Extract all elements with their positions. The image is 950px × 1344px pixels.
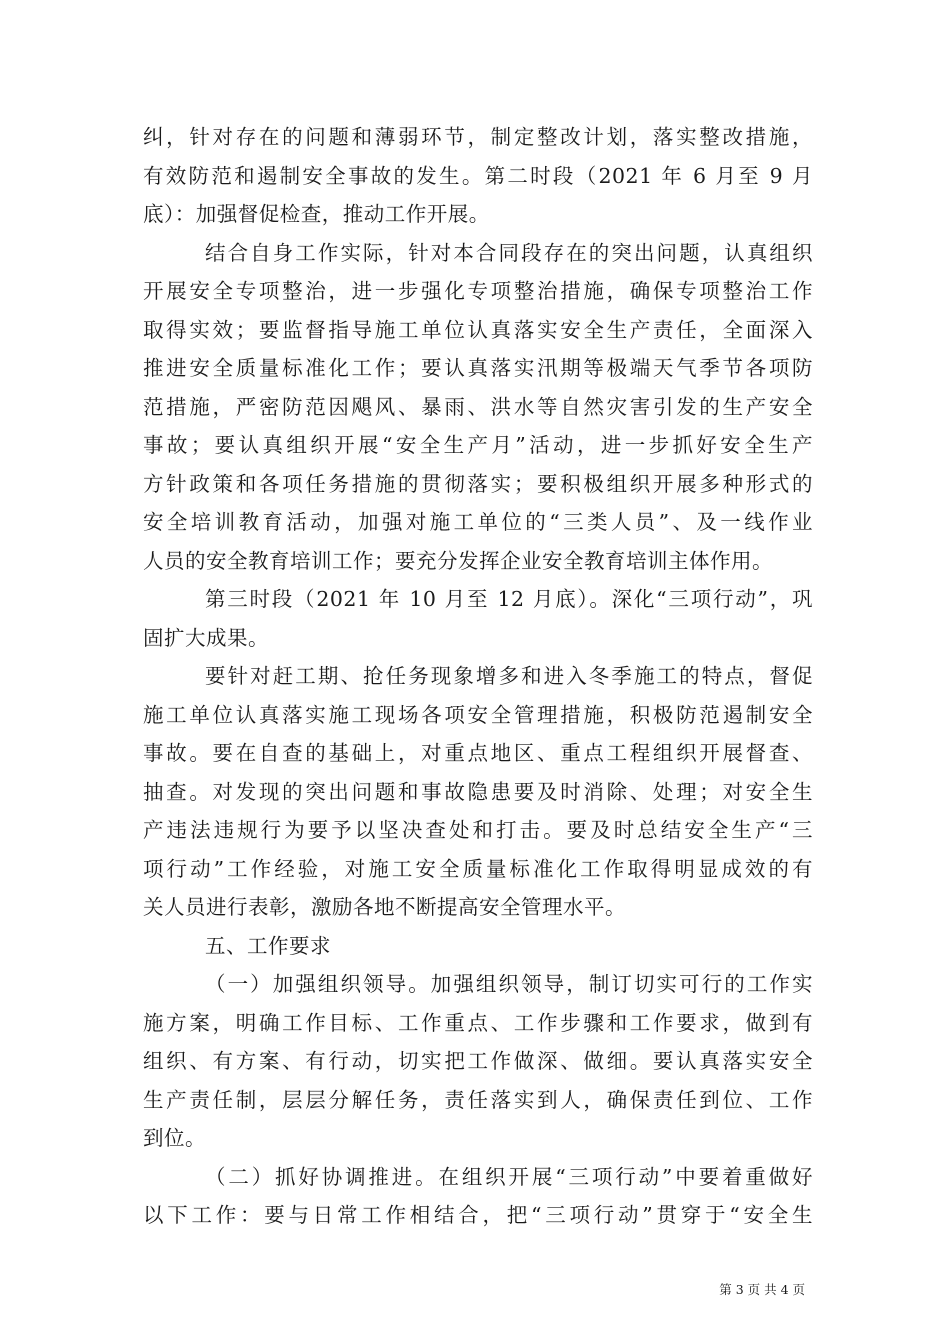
text-line: 开展安全专项整治，进一步强化专项整治措施，确保专项整治工作 — [143, 279, 813, 303]
page-number: 第 3 页 共 4 页 — [719, 1282, 805, 1297]
text-line: 取得实效；要监督指导施工单位认真落实安全生产责任，全面深入 — [143, 317, 813, 342]
text-line: 以下工作：要与日常工作相结合，把“三项行动”贯穿于“安全生 — [143, 1203, 813, 1227]
text-line: 关人员进行表彰，激励各地不断提高安全管理水平。 — [143, 895, 626, 919]
text-line: （二）抓好协调推进。在组织开展“三项行动”中要着重做好 — [205, 1164, 813, 1189]
text-line: 有效防范和遏制安全事故的发生。第二时段（2021 年 6 月至 9 月 — [143, 163, 813, 188]
text-line: 事故。要在自查的基础上，对重点地区、重点工程组织开展督查、 — [143, 741, 813, 765]
text-line: 方针政策和各项任务措施的贯彻落实；要积极组织开展多种形式的 — [143, 471, 813, 496]
text-line: 施工单位认真落实施工现场各项安全管理措施，积极防范遏制安全 — [143, 702, 813, 727]
text-line: 第三时段（2021 年 10 月至 12 月底）。深化“三项行动”，巩 — [205, 587, 813, 611]
text-line: 纠，针对存在的问题和薄弱环节，制定整改计划，落实整改措施， — [143, 125, 813, 149]
text-line: 要针对赶工期、抢任务现象增多和进入冬季施工的特点，督促 — [205, 664, 813, 688]
text-line: 组织、有方案、有行动，切实把工作做深、做细。要认真落实安全 — [143, 1049, 813, 1073]
text-line: 推进安全质量标准化工作；要认真落实汛期等极端天气季节各项防 — [143, 356, 813, 380]
text-line: 人员的安全教育培训工作；要充分发挥企业安全教育培训主体作用。 — [143, 548, 773, 573]
text-line: 结合自身工作实际，针对本合同段存在的突出问题，认真组织 — [205, 240, 813, 265]
text-line: 安全培训教育活动，加强对施工单位的“三类人员”、及一线作业 — [143, 510, 813, 534]
text-line: 范措施，严密防范因飓风、暴雨、洪水等自然灾害引发的生产安全 — [143, 394, 813, 419]
text-line: 项行动”工作经验，对施工安全质量标准化工作取得明显成效的有 — [143, 856, 813, 881]
text-line: 生产责任制，层层分解任务，责任落实到人，确保责任到位、工作 — [143, 1087, 813, 1112]
text-line: 事故；要认真组织开展“安全生产月”活动，进一步抓好安全生产 — [143, 433, 813, 457]
text-line: 产违法违规行为要予以坚决查处和打击。要及时总结安全生产“三 — [143, 818, 813, 842]
document-body — [143, 118, 813, 1235]
text-line: 到位。 — [143, 1126, 206, 1150]
text-line: 五、工作要求 — [205, 933, 331, 958]
text-line: 底）：加强督促检查，推动工作开展。 — [143, 202, 490, 226]
text-line: （一）加强组织领导。加强组织领导，制订切实可行的工作实 — [205, 972, 813, 996]
text-line: 固扩大成果。 — [143, 625, 269, 650]
text-line: 抽查。对发现的突出问题和事故隐患要及时消除、处理；对安全生 — [143, 779, 813, 804]
text-line: 施方案，明确工作目标、工作重点、工作步骤和工作要求，做到有 — [143, 1010, 813, 1035]
